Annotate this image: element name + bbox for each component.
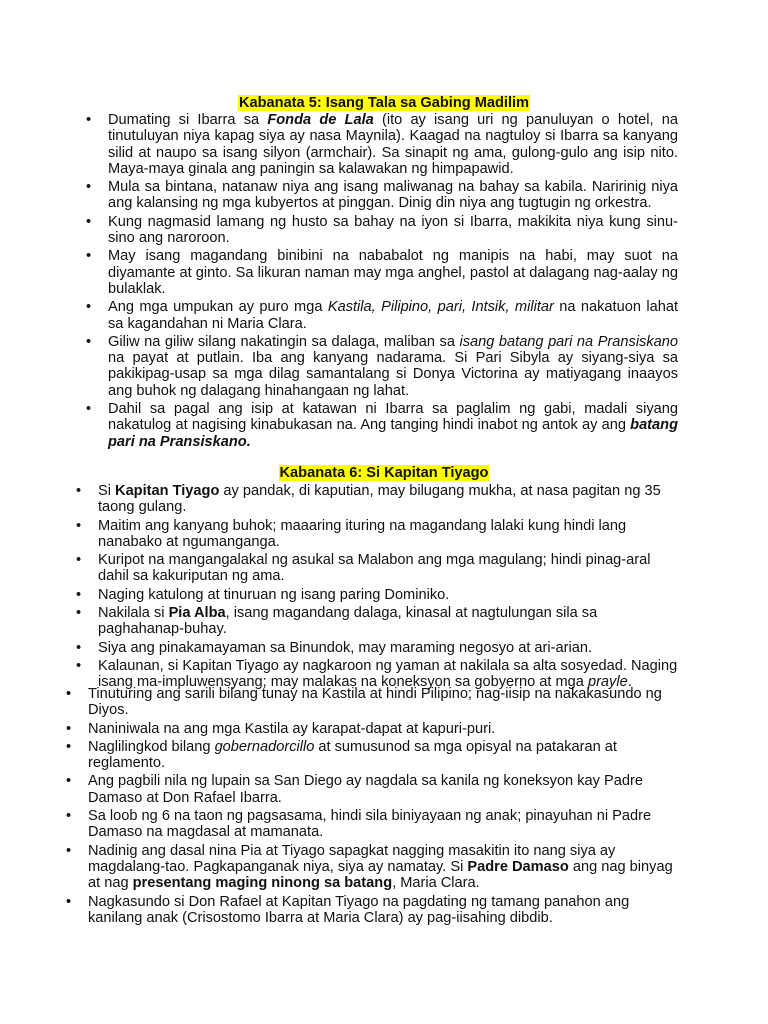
item-text: Ang mga umpukan ay puro mga (108, 299, 328, 316)
item-text: Nakilala si (98, 605, 169, 622)
item-text: . (627, 674, 632, 691)
item-text: Kalaunan, si Kapitan Tiyago ay nagkaroon ng yaman at nakilala sa alta sosyedad. Naging isang ma-impluwensyang; may malakas na koneksyon sa gobyerno at mga (98, 657, 678, 691)
item-text: Naglilingkod bilang (88, 738, 215, 755)
item-text: May isang magandang binibini na nababalot ng manipis na habi, may suot na diyamante at ginto. Sa likuran naman may mga anghel, pastol at dalagang nag-aalay ng bulaklak. (108, 248, 678, 297)
item-text: , Maria Clara. (392, 875, 480, 892)
item-bold: presentang maging ninong sa batang (132, 875, 393, 892)
item-text: Siya ang pinakamayaman sa Binundok, may maraming negosyo at ari-arian. (98, 639, 593, 656)
item-text: ay pandak, di kaputian, may bilugang mukha, at nasa pagitan ng 35 taong gulang. (98, 483, 661, 516)
item-text: at sumusunod sa mga opisyal na patakaran at reglamento. (88, 738, 617, 772)
chapter6-list (98, 483, 678, 693)
item-text: Dahil sa pagal ang isip at katawan ni Ibarra sa paglalim ng gabi, madali siyang nakatulog at nagising kinabukasan na. Ang tanging hindi inabot ng antok ay ang (108, 401, 678, 434)
item-emphasis: batang pari na Pransiskano. (108, 417, 678, 450)
chapter5-title: Kabanata 5: Isang Tala sa Gabing Madilim (238, 95, 530, 111)
item-italic: isang batang pari na Pransiskano (459, 333, 679, 350)
chapter6-heading (0, 465, 768, 481)
item-text: Maitim ang kanyang buhok; maaaring ituring na magandang lalaki kung hindi lang nanabako at ngumanganga. (98, 517, 627, 550)
item-bold: Padre Damaso (467, 858, 569, 875)
list-item (88, 739, 678, 772)
item-text: na payat at putlain. Iba ang kanyang nadarama. Si Pari Sibyla ay siyang-siya sa pakikipag-usap sa mga dilag samantalang si Donya Victorina ay matiyagang inaayos ang buhok ng dalagang hinahangaan ng lahat. (108, 350, 678, 399)
item-emphasis: Fonda de Lala (267, 112, 374, 128)
chapter6-list-continued (88, 686, 678, 928)
list-item (88, 808, 678, 841)
list-item (88, 773, 678, 806)
item-italic: Kastila, Pilipino, pari, Intsik, militar (327, 299, 554, 316)
chapter5-list (108, 112, 678, 452)
list-item (98, 640, 678, 656)
list-item (108, 299, 678, 332)
item-italic: prayle (587, 674, 628, 691)
item-text: Naniniwala na ang mga Kastila ay karapat-dapat at kapuri-puri. (88, 720, 496, 737)
list-item (108, 401, 678, 450)
item-text: Ang pagbili nila ng lupain sa San Diego ay nagdala sa kanila ng koneksyon kay Padre Damaso at Don Rafael Ibarra. (88, 773, 643, 806)
item-text: (ito ay isang uri ng panuluyan o hotel, na tinutuluyan niya kapag siya ay nasa Maynila). Kaagad na nagtuloy si Ibarra sa kanyang silid at naupo sa isang silyon (armchair). Sa sinapit ng ama, gulong-gulo ang isip nito. Maya-maya ginala ang paningin sa kalawakan ng himpapawid. (108, 112, 678, 177)
item-text: Kung nagmasid lamang ng husto sa bahay na iyon si Ibarra, makikita niya kung sinu-sino ang naroroon. (108, 213, 678, 247)
item-text: Naging katulong at tinuruan ng isang paring Dominiko. (98, 586, 450, 603)
item-text: Nagkasundo si Don Rafael at Kapitan Tiyago na pagdating ng tamang panahon ang kanilang anak (Crisostomo Ibarra at Maria Clara) ay pag-iisahing dibdib. (88, 893, 630, 926)
list-item (88, 686, 678, 719)
chapter5-heading (0, 95, 768, 111)
item-italic: gobernadorcillo (214, 738, 315, 755)
item-text: Kuripot na mangangalakal ng asukal sa Malabon ang mga magulang; hindi pinag-aral dahil sa kakuriputan ng ama. (98, 552, 651, 585)
item-bold: Kapitan Tiyago (115, 483, 220, 499)
item-text: Tinuturing ang sarili bilang tunay na Kastila at hindi Pilipino; nag-iisip na nakakasundo ng Diyos. (88, 686, 662, 719)
item-text: Mula sa bintana, natanaw niya ang isang maliwanag na bahay sa kabila. Naririnig niya ang kalansing ng mga kubyertos at pinggan. Dinig din niya ang tugtugin ng orkestra. (108, 179, 678, 212)
item-text: ang nag binyag at nag (88, 858, 673, 892)
list-item (108, 334, 678, 399)
list-item (98, 552, 678, 585)
chapter6-title: Kabanata 6: Si Kapitan Tiyago (279, 465, 489, 481)
item-text: Nadinig ang dasal nina Pia at Tiyago sapagkat nagging masakitin ito nang siya ay magdalang-tao. Pagkapanganak niya, siya ay namatay. Si (88, 842, 616, 875)
item-text: Dumating si Ibarra sa (108, 112, 268, 128)
list-item (88, 894, 678, 927)
list-item (98, 605, 678, 638)
list-item (98, 483, 678, 516)
list-item (88, 721, 678, 737)
item-text: Si (98, 483, 116, 499)
list-item (98, 587, 678, 603)
list-item (88, 843, 678, 892)
list-item (98, 518, 678, 551)
list-item (108, 214, 678, 247)
item-text: na nakatuon lahat sa kagandahan ni Maria Clara. (108, 299, 679, 332)
item-text: Sa loob ng 6 na taon ng pagsasama, hindi sila biniyayaan ng anak; pinayuhan ni Padre Damaso na magdasal at mamanata. (88, 808, 652, 841)
item-text: Giliw na giliw silang nakatingin sa dalaga, maliban sa (108, 333, 460, 350)
item-bold: Pia Alba (168, 605, 226, 622)
list-item (108, 179, 678, 212)
list-item (108, 248, 678, 297)
item-text: , isang magandang dalaga, kinasal at nagtulungan sila sa paghahanap-buhay. (98, 605, 598, 638)
list-item (108, 112, 678, 177)
